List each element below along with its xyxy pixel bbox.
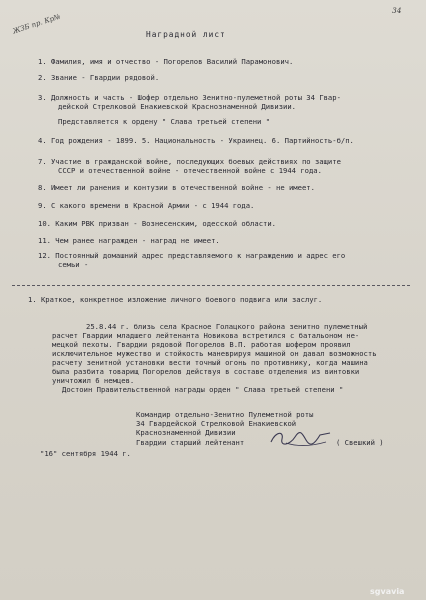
field-award-request: Представляется к ордену " Слава третьей степени " xyxy=(58,117,271,126)
field-9: 9. С какого времени в Красной Армии - с 1944 года. xyxy=(38,201,255,210)
signer-position-3: Краснознаменной Дивизии xyxy=(136,428,236,437)
signature-scribble xyxy=(268,427,334,449)
field-2: 2. Звание - Гвардии рядовой. xyxy=(38,73,160,82)
field-11: 11. Чем ранее награжден - наград не имеет. xyxy=(38,236,220,245)
field-3-cont: дейской Стрелковой Енакиевской Краснознаменной Дивизии. xyxy=(58,102,296,111)
corner-note: ЖЗБ пр. Кр№ xyxy=(11,12,62,36)
watermark-text: sgvavia xyxy=(370,587,405,596)
field-4-6: 4. Год рождения - 1899. 5. Национальность - Украинец. 6. Партийность-б/п. xyxy=(38,136,354,145)
field-7-cont: СССР и отечественной войне - отечественной войне с 1944 года. xyxy=(58,166,322,175)
field-7: 7. Участие в гражданской войне, последующих боевых действиях по защите xyxy=(38,157,341,166)
field-12: 12. Постоянный домашний адрес представляемого к награждению и адрес его xyxy=(38,251,346,260)
field-12-cont: семьи - xyxy=(58,260,89,269)
feat-line-1: 25.8.44 г. близь села Красное Голацкого района зенитно пулеметный xyxy=(86,322,368,331)
section-divider xyxy=(12,285,410,286)
watermark-logo xyxy=(370,587,404,596)
feat-line-3: мецкой пехоты. Гвардии рядовой Погорелов В.П. работая шофером проявил xyxy=(52,340,351,349)
feat-line-2: расчет Гвардии младшего лейтенанта Новикова встретился с батальоном не- xyxy=(52,331,360,340)
signer-position-1: Командир отдельно-Зенитно Пулеметной роты xyxy=(136,410,314,419)
field-10: 10. Каким РВК призван - Вознесенским, одесской области. xyxy=(38,219,276,228)
signer-rank: Гвардии старший лейтенант xyxy=(136,438,245,447)
signer-position-2: 34 Гвардейской Стрелковой Енакиевской xyxy=(136,419,297,428)
page-title: Наградной лист xyxy=(146,30,226,39)
field-1: 1. Фамилия, имя и отчество - Погорелов Василий Парамонович. xyxy=(38,57,294,66)
feat-heading: 1. Краткое, конкретное изложение личного боевого подвига или заслуг. xyxy=(28,295,323,304)
feat-conclusion: Достоин Правительственной награды орден " Слава третьей степени " xyxy=(62,385,344,394)
page-number: 34 xyxy=(392,6,402,15)
document-date: "16" сентября 1944 г. xyxy=(40,449,131,458)
field-8: 8. Имеет ли ранения и контузии в отечественной войне - не имеет. xyxy=(38,183,315,192)
signer-name: ( Свешкий ) xyxy=(336,438,384,447)
feat-line-6: была разбита товарищ Погорелов действуя в составе отделения из винтовки xyxy=(52,367,360,376)
feat-line-7: уничтожил 6 немцев. xyxy=(52,376,135,385)
feat-line-5: расчету зенитной установки вести точный огонь по противнику, когда машина xyxy=(52,358,368,367)
feat-line-4: исключительное мужество и стойкость маневрируя машиной он давал возможность xyxy=(52,349,377,358)
field-3: 3. Должность и часть - Шофер отдельно Зенитно-пулеметной роты 34 Гвар- xyxy=(38,93,341,102)
